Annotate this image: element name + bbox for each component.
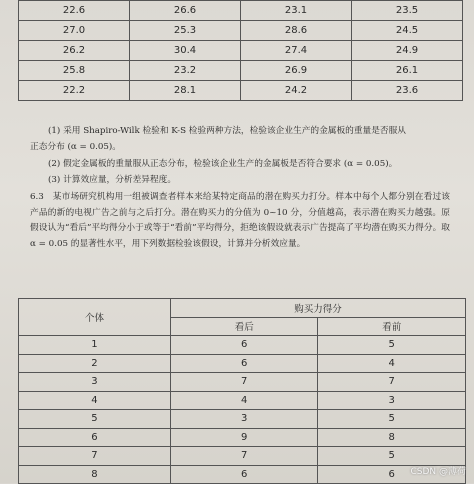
score-cell-before: 5 [318,447,466,466]
score-cell-before: 8 [318,428,466,447]
weight-data-table [18,0,463,101]
score-cell-after: 7 [170,447,318,466]
table-cell: 28.1 [130,81,241,101]
score-cell-id: 1 [19,336,171,355]
score-cell-id: 7 [19,447,171,466]
score-cell-before: 6 [318,465,466,484]
table-cell: 24.9 [352,41,463,61]
table-cell: 28.6 [241,21,352,41]
table-row [19,336,466,355]
table-cell: 23.5 [352,1,463,21]
question-1-line-2: 正态分布 (α = 0.05)。 [30,142,121,152]
score-cell-id: 2 [19,354,171,373]
table-row [19,61,463,81]
table-cell: 27.4 [241,41,352,61]
table-cell: 22.6 [19,1,130,21]
col-before-header: 看前 [318,317,466,336]
table-row [19,428,466,447]
score-cell-after: 3 [170,410,318,429]
score-cell-id: 5 [19,410,171,429]
table-row [19,447,466,466]
table-cell: 26.2 [19,41,130,61]
score-cell-after: 6 [170,354,318,373]
question-2: (2) 假定金属板的重量服从正态分布，检验该企业生产的金属板是否符合要求 (α = 0.05)。 [48,159,398,169]
table-row [19,1,463,21]
table-cell: 30.4 [130,41,241,61]
table-row [19,391,466,410]
purchase-score-table [18,298,466,484]
table-row [19,41,463,61]
table-cell: 24.2 [241,81,352,101]
table-cell: 25.8 [19,61,130,81]
score-cell-before: 3 [318,391,466,410]
score-cell-id: 8 [19,465,171,484]
table-row [19,21,463,41]
score-cell-id: 6 [19,428,171,447]
col-group-header: 购买力得分 [170,299,465,318]
score-cell-before: 7 [318,373,466,392]
col-individual-header: 个体 [19,299,171,336]
table-row [19,373,466,392]
watermark: CSDN @薄荷 [410,467,466,477]
score-cell-before: 5 [318,336,466,355]
question-3: (3) 计算效应量，分析差异程度。 [48,175,177,185]
table-row [19,410,466,429]
score-cell-after: 4 [170,391,318,410]
col-after-header: 看后 [170,317,318,336]
score-cell-id: 4 [19,391,171,410]
table-cell: 24.5 [352,21,463,41]
table-cell: 27.0 [19,21,130,41]
score-cell-after: 6 [170,336,318,355]
score-cell-before: 5 [318,410,466,429]
table-cell: 23.6 [352,81,463,101]
table-row [19,81,463,101]
score-cell-before: 4 [318,354,466,373]
table-cell: 25.3 [130,21,241,41]
table-cell: 23.2 [130,61,241,81]
table-cell: 26.9 [241,61,352,81]
table-cell: 26.1 [352,61,463,81]
table-cell: 23.1 [241,1,352,21]
score-cell-id: 3 [19,373,171,392]
table-cell: 22.2 [19,81,130,101]
table-cell: 26.6 [130,1,241,21]
table-row [19,354,466,373]
question-1-line-1: (1) 采用 Shapiro-Wilk 检验和 K-S 检验两种方法，检验该企业生产的金属板的重量是否服从 [48,126,406,136]
score-cell-after: 7 [170,373,318,392]
problem-6-3-text: 6.3 某市场研究机构用一组被调查者样本来给某特定商品的潜在购买力打分。样本中每个人都分别在看过该产品的新的电视广告之前与之后打分。潜在购买力的分值为 0~10 分，分值越高，表示潜在购买力越强。原假设认为“看后”平均得分小于或等于“看前”平均得分，拒绝该假设就表示广告提高了平均潜在购买力得分。取 α = 0.05 的显著性水平，用下列数据检验该假设，计算并分析效应量。 [30,192,450,249]
table-row [19,465,466,484]
score-cell-after: 9 [170,428,318,447]
score-cell-after: 6 [170,465,318,484]
